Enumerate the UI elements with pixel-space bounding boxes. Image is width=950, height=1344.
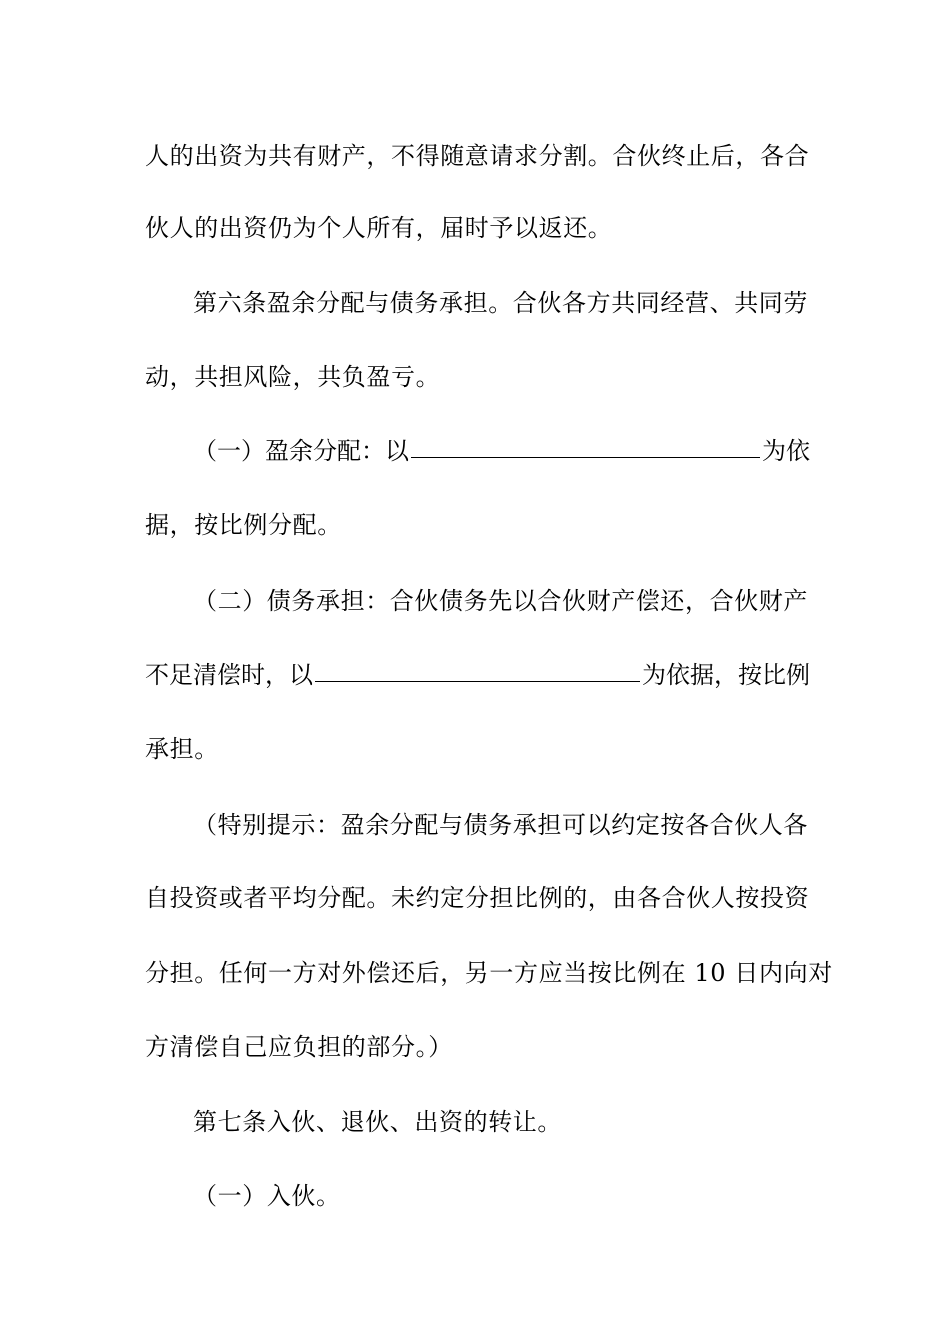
profit-distribution-label: （一）盈余分配：以 [193, 437, 409, 465]
paragraph-line: 分担。任何一方对外偿还后，另一方应当按比例在 10 日内向对 [145, 959, 833, 987]
paragraph-line: 方清偿自己应负担的部分。） [145, 1033, 453, 1061]
paragraph-line: 据，按比例分配。 [145, 511, 342, 539]
profit-basis-suffix: 为依 [762, 437, 810, 465]
paragraph-line: 承担。 [145, 735, 219, 763]
debt-basis-label: 不足清偿时，以 [145, 661, 313, 689]
paragraph-line: 自投资或者平均分配。未约定分担比例的，由各合伙人按投资 [145, 884, 810, 912]
profit-basis-blank[interactable] [411, 435, 760, 458]
paragraph-line: 伙人的出资仍为个人所有，届时予以返还。 [145, 214, 613, 242]
paragraph-line: 动，共担风险，共负盈亏。 [145, 363, 441, 391]
article-six-heading: 第六条盈余分配与债务承担。合伙各方共同经营、共同劳 [193, 289, 808, 317]
debt-basis-suffix: 为依据，按比例 [642, 661, 810, 689]
special-note-line: （特别提示：盈余分配与债务承担可以约定按各合伙人各 [193, 811, 808, 839]
admission-heading: （一）入伙。 [193, 1182, 341, 1210]
paragraph-line: 人的出资为共有财产，不得随意请求分割。合伙终止后，各合 [145, 142, 810, 170]
debt-basis-blank[interactable] [315, 659, 640, 682]
debt-bearing-line: （二）债务承担：合伙债务先以合伙财产偿还，合伙财产 [193, 587, 808, 615]
debt-basis-line [145, 659, 810, 691]
profit-distribution-line [193, 435, 810, 467]
article-seven-heading: 第七条入伙、退伙、出资的转让。 [193, 1108, 562, 1136]
